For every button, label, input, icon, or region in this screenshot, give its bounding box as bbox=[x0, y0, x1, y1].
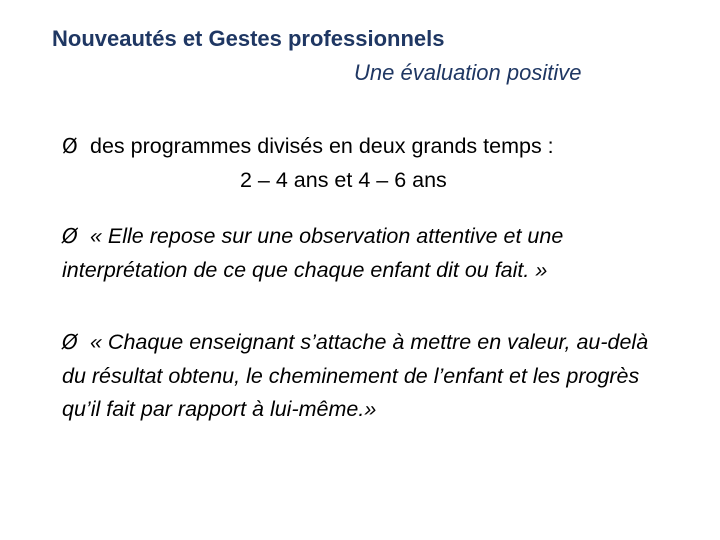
bullet-text: « Chaque enseignant s’attache à mettre en valeur, au-delà du résultat obtenu, le cheminement de l’enfant et les progrès qu’il fait par rapport à lui-même.» bbox=[62, 330, 649, 421]
bullet-text: « Elle repose sur une observation attentive et une interprétation de ce que chaque enfant dit ou fait. » bbox=[62, 224, 564, 282]
slide-subtitle: Une évaluation positive bbox=[354, 60, 582, 85]
arrow-bullet-icon: Ø bbox=[62, 330, 78, 354]
bullet-text: des programmes divisés en deux grands temps : bbox=[89, 134, 554, 158]
arrow-bullet-icon: Ø bbox=[62, 134, 78, 158]
arrow-bullet-icon: Ø bbox=[62, 224, 78, 248]
bullet-subline: 2 – 4 ans et 4 – 6 ans bbox=[240, 167, 447, 192]
bullet-item-enseignant bbox=[62, 326, 662, 427]
bullet-item-programmes bbox=[62, 130, 662, 197]
slide-title: Nouveautés et Gestes professionnels bbox=[52, 26, 445, 51]
bullet-item-observation bbox=[62, 220, 662, 287]
